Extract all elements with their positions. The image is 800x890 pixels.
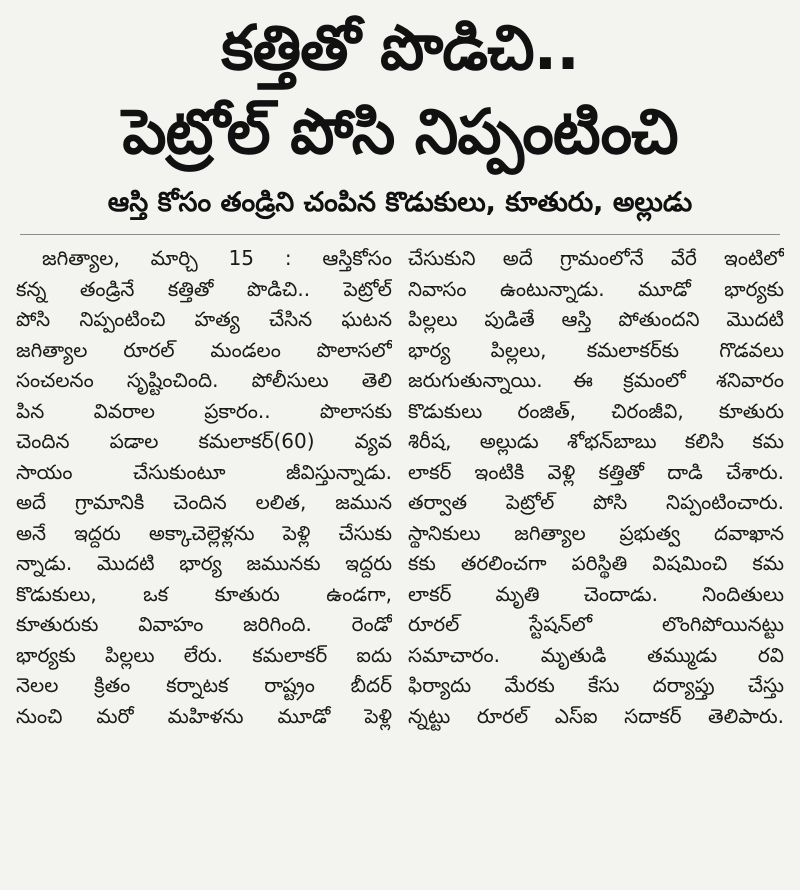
article-line: పిన వివరాల ప్రకారం.. పొలాసకు bbox=[16, 398, 392, 423]
article-line: శిరీష, అల్లుడు శోభన్‌బాబు కలిసి కమ bbox=[408, 429, 784, 453]
headline-line-1: కత్తితో పొడిచి.. bbox=[221, 11, 579, 84]
article-line: పిల్లలు పుడితే ఆస్తి పోతుందని మొదటి bbox=[408, 307, 784, 331]
article-line: సాయం చేసుకుంటూ జీవిస్తున్నాడు. bbox=[16, 459, 392, 484]
article-line: నివాసం ఉంటున్నాడు. మూడో భార్యకు bbox=[408, 276, 784, 301]
article-line: కూతురుకు వివాహం జరిగింది. రెండో bbox=[16, 612, 392, 636]
article-line: జగిత్యాల, మార్చి 15 : ఆస్తికోసం bbox=[42, 246, 392, 270]
article-line: సంచలనం సృష్టించింది. పోలీసులు తెలి bbox=[16, 368, 392, 392]
article-line: లాకర్ ఇంటికి వెళ్లి కత్తితో దాడి చేశారు. bbox=[408, 459, 784, 484]
headline bbox=[14, 6, 786, 174]
article-line: అనే ఇద్దరు అక్కాచెల్లెళ్లను పెళ్లి చేసుకు bbox=[16, 520, 392, 545]
article-line: కొడుకులు రంజిత్, చిరంజీవి, కూతురు bbox=[408, 398, 784, 423]
article-line: కన్న తండ్రినే కత్తితో పొడిచి.. పెట్రోల్ bbox=[16, 276, 392, 301]
article-line: సమాచారం. మృతుడి తమ్ముడు రవి bbox=[408, 642, 784, 667]
article-line: అదే గ్రామానికి చెందిన లలిత, జమున bbox=[16, 490, 392, 514]
article-line: జరుగుతున్నాయి. ఈ క్రమంలో శనివారం bbox=[408, 368, 784, 392]
article-column-right bbox=[408, 243, 784, 731]
article-line: కకు తరలించగా పరిస్థితి విషమించి కమ bbox=[408, 551, 784, 575]
article-line: నెలల క్రితం కర్నాటక రాష్ట్రం బీదర్ bbox=[16, 673, 392, 697]
article-line: చేసుకుని అదే గ్రామంలోనే వేరే ఇంటిలో bbox=[408, 246, 784, 270]
article-line: రూరల్ స్టేషన్‌లో లొంగిపోయినట్టు bbox=[408, 612, 784, 636]
article-body bbox=[14, 243, 786, 731]
article-line: ఫిర్యాదు మేరకు కేసు దర్యాప్తు చేస్తు bbox=[408, 673, 784, 697]
article-line: భార్యకు పిల్లలు లేరు. కమలాకర్ ఐదు bbox=[16, 642, 392, 667]
article-line: కొడుకులు, ఒక కూతురు ఉండగా, bbox=[16, 581, 392, 606]
article-line: లాకర్ మృతి చెందాడు. నిందితులు bbox=[408, 581, 784, 606]
article-line: జగిత్యాల రూరల్ మండలం పొలాసలో bbox=[16, 337, 392, 362]
divider bbox=[20, 234, 780, 235]
article-line: స్థానికులు జగిత్యాల ప్రభుత్వ దవాఖాన bbox=[408, 520, 784, 545]
headline-line-2: పెట్రోల్ పోసి నిప్పంటించి bbox=[122, 95, 678, 168]
article-line: భార్య పిల్లలు, కమలాకర్‌కు గొడవలు bbox=[408, 337, 784, 362]
article-line: చెందిన పడాల కమలాకర్(60) వ్యవ bbox=[16, 429, 392, 453]
article-line: న్నట్టు రూరల్ ఎస్ఐ సదాకర్ తెలిపారు. bbox=[408, 703, 784, 728]
subheadline: ఆస్తి కోసం తండ్రిని చంపిన కొడుకులు, కూతురు, అల్లుడు bbox=[107, 187, 693, 218]
article-line: తర్వాత పెట్రోల్ పోసి నిప్పంటించారు. bbox=[408, 490, 784, 514]
article-line: పోసి నిప్పంటించి హత్య చేసిన ఘటన bbox=[16, 307, 392, 331]
article-column-left bbox=[16, 243, 392, 731]
article-line: న్నాడు. మొదటి భార్య జమునకు ఇద్దరు bbox=[16, 551, 392, 575]
article-line: నుంచి మరో మహిళను మూడో పెళ్లి bbox=[16, 703, 392, 728]
